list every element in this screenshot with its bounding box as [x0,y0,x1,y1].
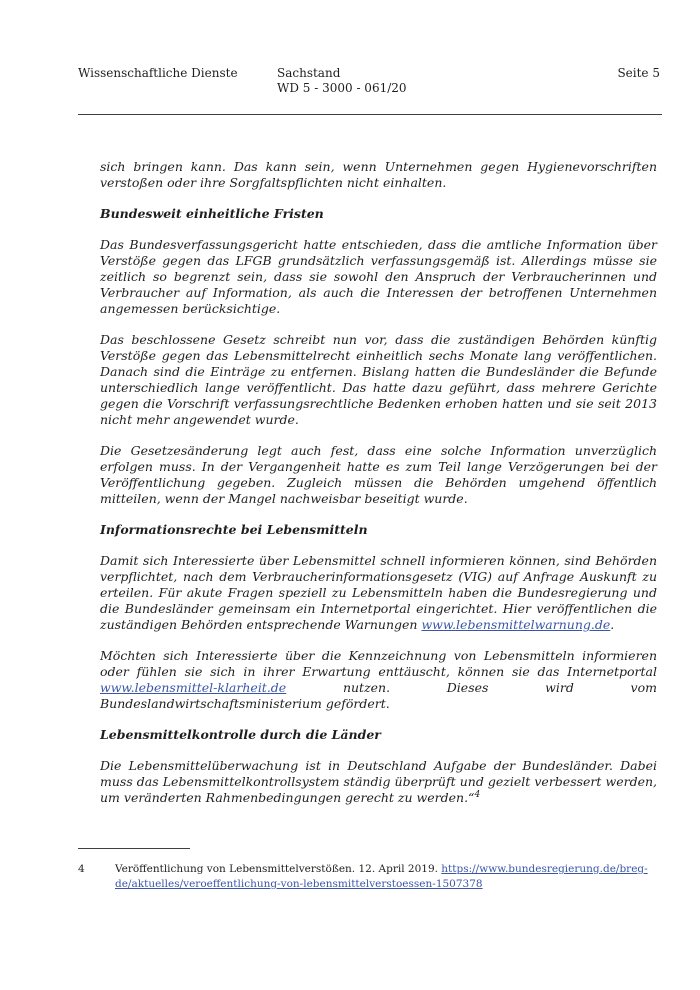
paragraph-bverfg: Das Bundesverfassungsgericht hatte entschieden, dass die amtliche Information über Verstöße gegen das LFGB grundsätzlich verfassungsgemäß ist. Allerdings müsse sie zeitlich so begrenzt sein, dass sie sowohl den Anspruch der Verbraucherinnen und Verbraucher auf Information, als auch die Interessen der betroffenen Unternehmen angemessen berücksichtige. [100,237,657,316]
header-page-number: Seite 5 [617,66,660,80]
footnote-citation: Veröffentlichung von Lebensmittelverstößen. 12. April 2019. [115,863,442,875]
paragraph-kennzeichnung-end: nutzen. Dieses wird vom Bundeslandwirtschaftsministerium gefördert. [100,680,657,711]
paragraph-quote-continuation: sich bringen kann. Das kann sein, wenn Unternehmen gegen Hygienevorschriften verstoßen oder ihre Sorgfaltspflichten nicht einhalten. [100,159,657,190]
footnote-section [78,848,660,892]
paragraph-vig [100,553,657,633]
paragraph-kennzeichnung-text: Möchten sich Interessierte über die Kennzeichnung von Lebensmitteln informieren oder fühlen sie sich in ihrer Erwartung enttäuscht, können sie das Internetportal [100,648,657,679]
paragraph-vig-end: . [610,617,615,632]
paragraph-gesetzesaenderung: Die Gesetzesänderung legt auch fest, dass eine solche Information unverzüglich erfolgen muss. In der Vergangenheit hatte es zum Teil lange Verzögerungen bei der Veröffentlichung gegeben. Zugleich müssen die Behörden umgehend öffentlich mitteilen, wenn der Mangel nachweisbar beseitigt wurde. [100,443,657,506]
heading-fristen: Bundesweit einheitliche Fristen [100,206,324,221]
footnote [78,862,660,892]
document-body [100,159,657,821]
footnote-divider [78,848,190,849]
footnote-link[interactable]: https://www.bundesregierung.de/breg-de/aktuelles/veroeffentlichung-von-lebensmittelverstoessen-1507378 [115,863,648,890]
header-divider [78,114,662,115]
paragraph-kennzeichnung [100,648,657,712]
link-lebensmittelklarheit[interactable]: www.lebensmittel-klarheit.de [100,680,287,695]
paragraph-ueberwachung-text: Die Lebensmittelüberwachung ist in Deutschland Aufgabe der Bundesländer. Dabei muss das Lebensmittelkontrollsystem ständig überprüft und gezielt verbessert werden, um veränderten Rahmenbedingungen gerecht zu werden.“ [100,758,657,805]
paragraph-vig-text: Damit sich Interessierte über Lebensmittel schnell informieren können, sind Behörden verpflichtet, nach dem Verbraucherinformationsgesetz (VIG) auf Anfrage Auskunft zu erteilen. Für akute Fragen speziell zu Lebensmitteln haben die Bundesregierung und die Bundesländer gemeinsam ein Internetportal eingerichtet. Hier veröffentlichen die zuständigen Behörden entsprechende Warnungen [100,553,657,632]
footnote-text [115,862,660,892]
heading-informationsrechte: Informationsrechte bei Lebensmitteln [100,522,368,537]
footnote-number: 4 [78,863,85,875]
header-doc-number: WD 5 - 3000 - 061/20 [277,81,407,95]
paragraph-gesetz: Das beschlossene Gesetz schreibt nun vor, dass die zuständigen Behörden künftig Verstöße gegen das Lebensmittelrecht einheitlich sechs Monate lang veröffentlichen. Danach sind die Einträge zu entfernen. Bislang hatten die Bundesländer die Befunde unterschiedlich lange veröffentlicht. Das hatte dazu geführt, dass mehrere Gerichte gegen die Vorschrift verfassungsrechtliche Bedenken erhoben hatten und sie seit 2013 nicht mehr angewendet wurde. [100,332,657,427]
header-doc-info [277,66,407,96]
header-organization: Wissenschaftliche Dienste [78,66,238,80]
heading-kontrolle: Lebensmittelkontrolle durch die Länder [100,727,381,742]
header-doc-type: Sachstand [277,66,341,80]
paragraph-ueberwachung [100,758,657,806]
link-lebensmittelwarnung[interactable]: www.lebensmittelwarnung.de [421,617,611,632]
footnote-ref: 4 [474,789,481,800]
